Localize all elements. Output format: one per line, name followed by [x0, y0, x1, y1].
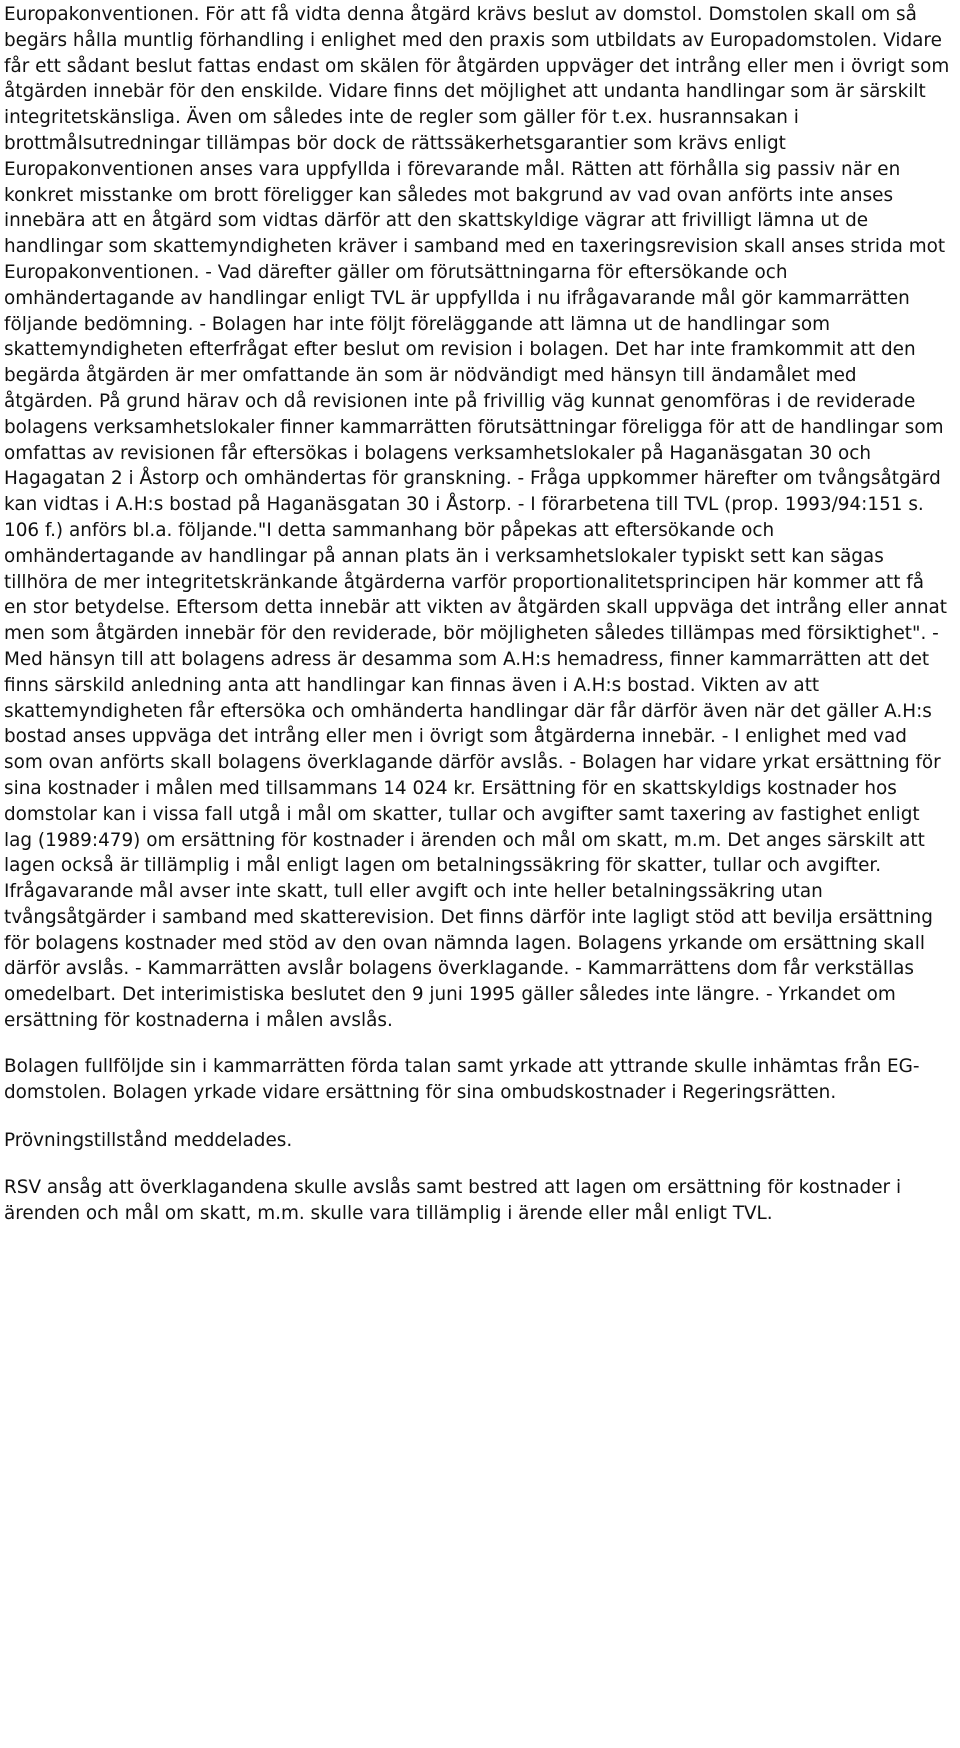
body-paragraph-appeal: Bolagen fullföljde sin i kammarrätten förda talan samt yrkade att yttrande skulle inhämtas från EG-domstolen. Bolagen yrkade vidare ersättning för sina ombudskostnader i Regeringsrätten. — [4, 1055, 920, 1103]
body-paragraph-leave-granted: Prövningstillstånd meddelades. — [4, 1130, 293, 1152]
body-paragraph-rsv-position: RSV ansåg att överklagandena skulle avslås samt bestred att lagen om ersättning för kostnader i ärenden och mål om skatt, m.m. skulle vara tillämplig i ärende eller mål enligt TVL. — [4, 1177, 902, 1225]
body-paragraph-court-reasoning: Europakonventionen. För att få vidta denna åtgärd krävs beslut av domstol. Domstolen skall om så begärs hålla muntlig förhandling i enlighet med den praxis som utbildats av Europadomstolen. Vidare får ett sådant beslut fattas endast om skälen för åtgärden uppväger det intrång eller men i övrigt som åtgärden innebär för den enskilde. Vidare finns det möjlighet att undanta handlingar som är särskilt integritetskänsliga. Även om således inte de regler som gäller för t.ex. husrannsakan i brottmålsutredningar tillämpas bör dock de rättssäkerhetsgarantier som krävs enligt Europakonventionen anses vara uppfyllda i förevarande mål. Rätten att förhålla sig passiv när en konkret misstanke om brott föreligger kan således mot bakgrund av vad ovan anförts inte anses innebära att en åtgärd som vidtas därför att den skattskyldige vägrar att frivilligt lämna ut de handlingar som skattemyndigheten kräver i samband med en taxeringsrevision skall anses strida mot Europakonventionen. - Vad därefter gäller om förutsättningarna för eftersökande och omhändertagande av handlingar enligt TVL är uppfyllda i nu ifrågavarande mål gör kammarrätten följande bedömning. - Bolagen har inte följt föreläggande att lämna ut de handlingar som skattemyndigheten efterfrågat efter beslut om revision i bolagen. Det har inte framkommit att den begärda åtgärden är mer omfattande än som är nödvändigt med hänsyn till ändamålet med åtgärden. På grund härav och då revisionen inte på frivillig väg kunnat genomföras i de reviderade bolagens verksamhetslokaler finner kammarrätten förutsättningar föreligga för att de handlingar som omfattas av revisionen får eftersökas i bolagens verksamhetslokaler på Haganäsgatan 30 och Hagagatan 2 i Åstorp och omhändertas för granskning. - Fråga uppkommer härefter om tvångsåtgärd kan vidtas i A.H:s bostad på Haganäsgatan 30 i Åstorp. - I förarbetena till TVL (prop. 1993/94:151 s. 106 f.) anförs bl.a. följande."I detta sammanhang bör påpekas att eftersökande och omhändertagande av handlingar på annan plats än i verksamhetslokaler typiskt sett kan sägas tillhöra de mer integritetskränkande åtgärderna varför proportionalitetsprincipen här kommer att få en stor betydelse. Eftersom detta innebär att vikten av åtgärden skall uppväga det intrång eller annat men som åtgärden innebär för den reviderade, bör möjligheten således tillämpas med försiktighet". - Med hänsyn till att bolagens adress är desamma som A.H:s hemadress, finner kammarrätten att det finns särskild anledning anta att handlingar kan finnas även i A.H:s bostad. Vikten av att skattemyndigheten får eftersöka och omhänderta handlingar där får därför även när det gäller A.H:s bostad anses uppväga det intrång eller men i övrigt som åtgärderna innebär. - I enlighet med vad som ovan anförts skall bolagens överklagande därför avslås. - Bolagen har vidare yrkat ersättning för sina kostnader i målen med tillsammans 14 024 kr. Ersättning för en skattskyldigs kostnader hos domstolar kan i vissa fall utgå i mål om skatter, tullar och avgifter samt taxering av fastighet enligt lag (1989:479) om ersättning för kostnader i ärenden och mål om skatt, m.m. Det anges särskilt att lagen också är tillämplig i mål enligt lagen om betalningssäkring för skatter, tullar och avgifter. Ifrågavarande mål avser inte skatt, tull eller avgift och inte heller betalningssäkring utan tvångsåtgärder i samband med skatterevision. Det finns därför inte lagligt stöd att bevilja ersättning för bolagens kostnader med stöd av den ovan nämnda lagen. Bolagens yrkande om ersättning skall därför avslås. - Kammarrätten avslår bolagens överklagande. - Kammarrättens dom får verkställas omedelbart. Det interimistiska beslutet den 9 juni 1995 gäller således inte längre. - Yrkandet om ersättning för kostnaderna i målen avslås. — [4, 4, 950, 1032]
